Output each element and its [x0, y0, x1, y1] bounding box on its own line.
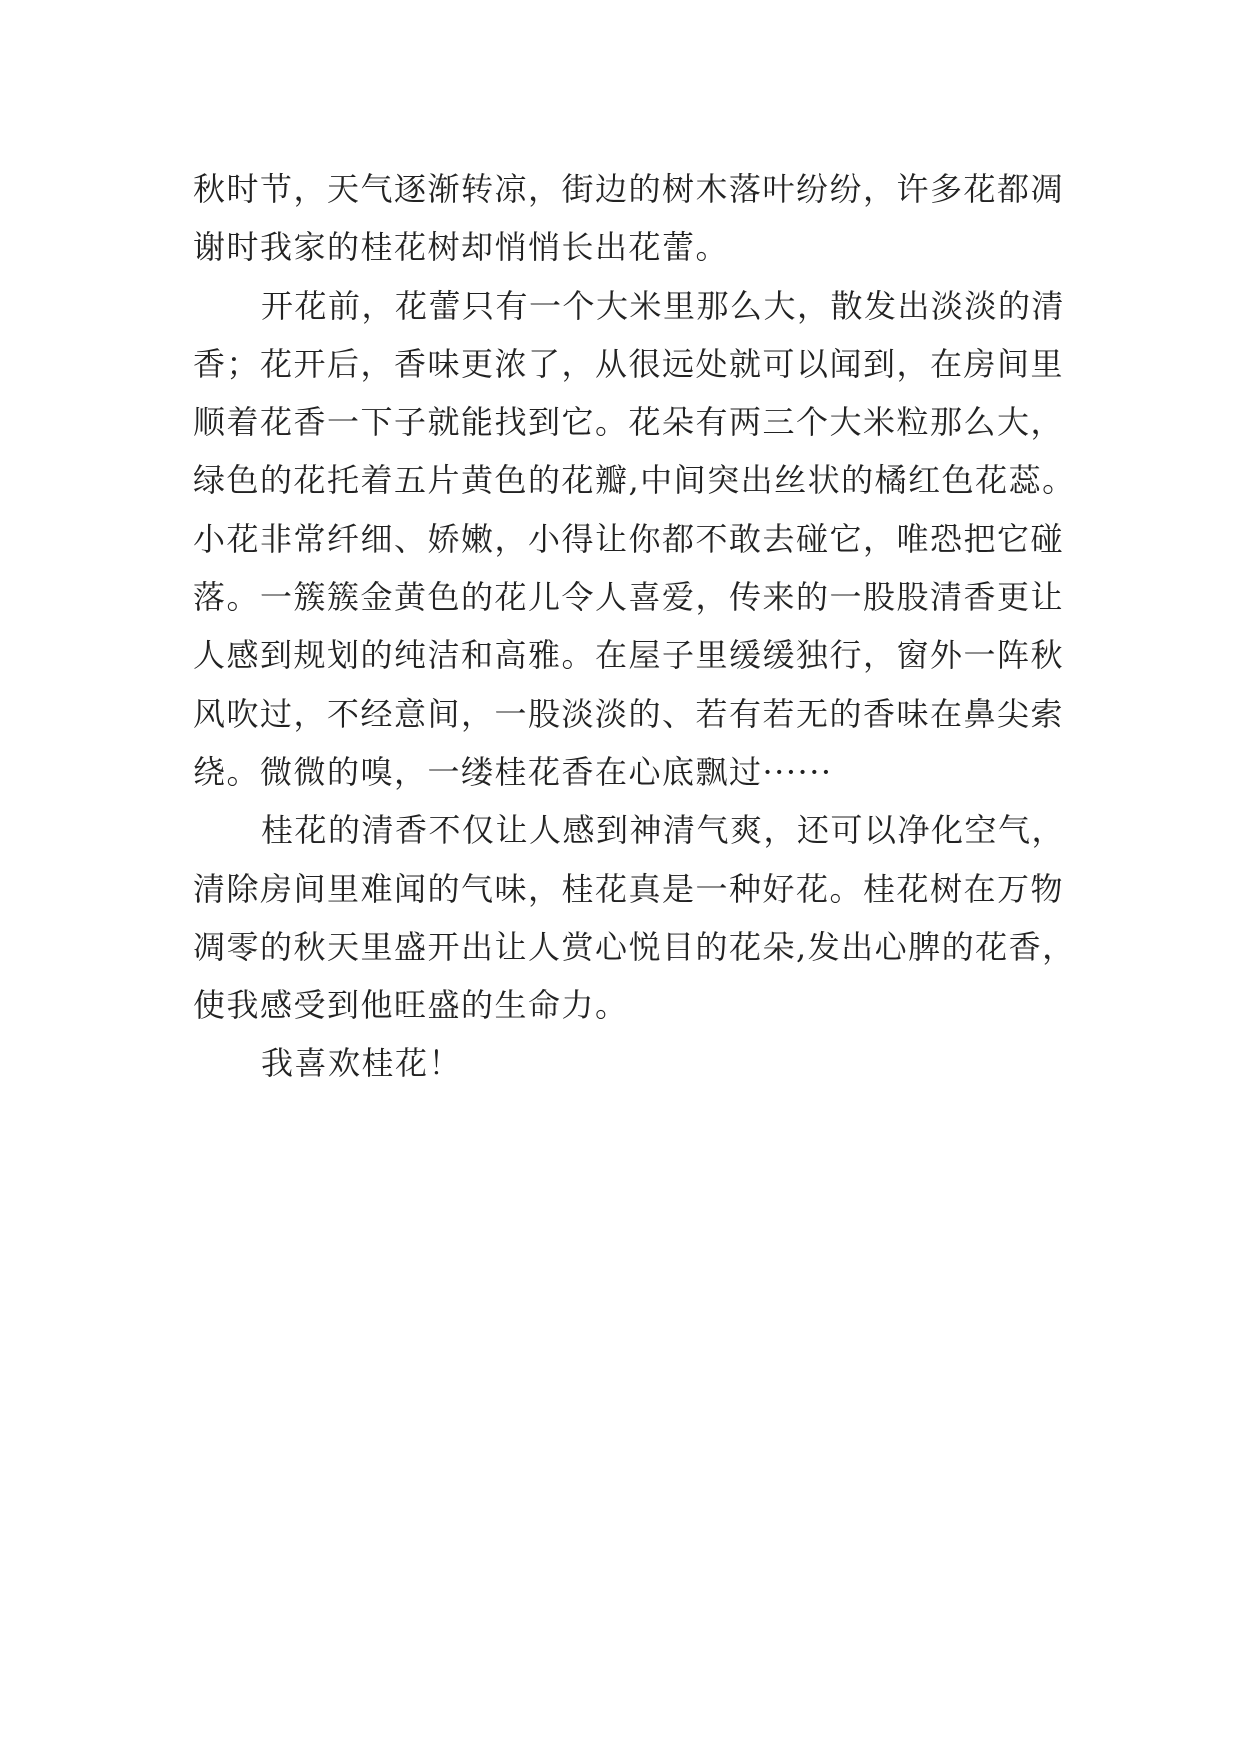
- text-line: 小花非常纤细、娇嫩，小得让你都不敢去碰它，唯恐把它碰: [193, 519, 1065, 558]
- text-line: 凋零的秋天里盛开出让人赏心悦目的花朵,发出心脾的花香，: [193, 927, 1076, 966]
- essay-text: [193, 160, 1076, 1093]
- text-line: 落。一簇簇金黄色的花儿令人喜爱，传来的一股股清香更让: [193, 578, 1065, 617]
- text-line: 顺着花香一下子就能找到它。花朵有两三个大米粒那么大，: [193, 403, 1065, 442]
- text-line: 人感到规划的纯洁和高雅。在屋子里缓缓独行，窗外一阵秋: [193, 636, 1065, 675]
- paragraph-start-line: 桂花的清香不仅让人感到神清气爽，还可以净化空气，: [261, 811, 1066, 850]
- text-line: 清除房间里难闻的气味，桂花真是一种好花。桂花树在万物: [193, 869, 1065, 908]
- paragraph-start-line: 开花前，花蕾只有一个大米里那么大，散发出淡淡的清: [261, 286, 1066, 325]
- paragraph-start-line: 我喜欢桂花！: [261, 1044, 463, 1083]
- text-line: 香；花开后，香味更浓了，从很远处就可以闻到，在房间里: [193, 344, 1065, 383]
- text-line: 谢时我家的桂花树却悄悄长出花蕾。: [193, 228, 730, 267]
- text-line: 绿色的花托着五片黄色的花瓣,中间突出丝状的橘红色花蕊。: [193, 461, 1076, 500]
- text-line: 秋时节，天气逐渐转凉，街边的树木落叶纷纷，许多花都凋: [193, 170, 1065, 208]
- text-line: 使我感受到他旺盛的生命力。: [193, 986, 629, 1025]
- text-line: 绕。微微的嗅，一缕桂花香在心底飘过······: [193, 752, 833, 791]
- text-line: 风吹过，不经意间，一股淡淡的、若有若无的香味在鼻尖索: [193, 694, 1065, 733]
